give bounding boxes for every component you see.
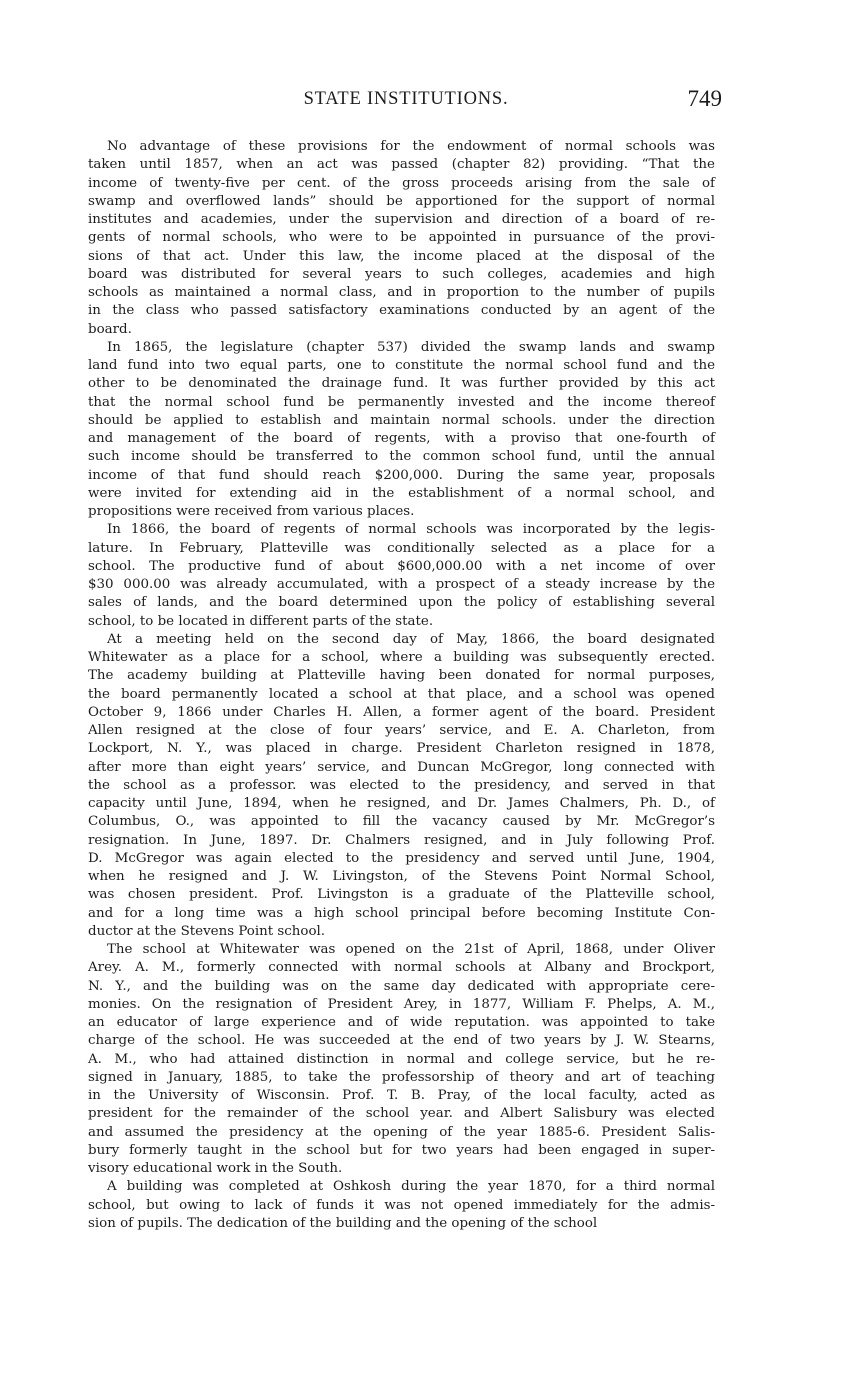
text-line: No advantage of these provisions for the endowment of normal schools was (107, 139, 715, 154)
text-line: The academy building at Platteville having been donated for normal purposes, (88, 668, 715, 684)
paragraph (88, 339, 715, 522)
text-line: N. Y., and the building was on the same day dedicated with appropriate cere- (88, 978, 715, 994)
text-line: taken until 1857, when an act was passed (chapter 82) providing. “That the (88, 157, 715, 173)
text-line: monies. On the resignation of President Arey, in 1877, William F. Phelps, A. M., (88, 996, 715, 1012)
text-line: resignation. In June, 1897. Dr. Chalmers resigned, and in July following Prof. (88, 832, 715, 848)
text-line: board. (88, 321, 132, 337)
text-line: In 1865, the legislature (chapter 537) divided the swamp lands and swamp (107, 339, 715, 355)
text-line: Columbus, O., was appointed to fill the vacancy caused by Mr. McGregor’s (88, 814, 715, 830)
paragraph (88, 941, 715, 1178)
page-number: 749 (687, 86, 722, 111)
text-line: in the University of Wisconsin. Prof. T. B. Pray, of the local faculty, acted as (88, 1088, 715, 1103)
text-line: and assumed the presidency at the opening of the year 1885-6. President Salis- (88, 1124, 715, 1140)
text-line: The school at Whitewater was opened on the 21st of April, 1868, under Oliver (107, 942, 715, 957)
text-line: propositions were received from various places. (88, 504, 415, 519)
text-line: D. McGregor was again elected to the presidency and served until June, 1904, (88, 850, 715, 866)
text-line: should be applied to establish and maintain normal schools. under the direction (88, 412, 715, 428)
text-line: after more than eight years’ service, and Duncan McGregor, long connected with (88, 759, 715, 775)
text-line: swamp and overflowed lands” should be apportioned for the support of normal (88, 193, 715, 209)
page-header (88, 86, 724, 116)
text-line: board was distributed for several years to such colleges, academies and high (88, 266, 715, 282)
running-head: STATE INSTITUTIONS. (303, 89, 509, 109)
text-line: signed in January, 1885, to take the professorship of theory and art of teaching (88, 1069, 715, 1085)
text-line: $30 000.00 was already accumulated, with a prospect of a steady increase by the (88, 577, 715, 592)
text-line: the school as a professor. was elected to the presidency, and served in that (88, 777, 715, 793)
text-line: A. M., who had attained distinction in normal and college service, but he re- (88, 1051, 715, 1067)
text-line: At a meeting held on the second day of May, 1866, the board designated (107, 631, 715, 647)
text-line: president for the remainder of the school year. and Albert Salisbury was elected (88, 1106, 715, 1122)
text-line: A building was completed at Oshkosh during the year 1870, for a third normal (107, 1179, 715, 1195)
text-line: other to be denominated the drainage fund. It was further provided by this act (88, 376, 715, 392)
text-line: gents of normal schools, who were to be appointed in pursuance of the provi- (88, 230, 715, 246)
text-line: the board permanently located a school at that place, and a school was opened (88, 686, 715, 702)
text-line: and for a long time was a high school principal before becoming Institute Con- (88, 905, 715, 921)
text-line: Lockport, N. Y., was placed in charge. President Charleton resigned in 1878, (88, 741, 715, 757)
text-line: Whitewater as a place for a school, where a building was subsequently erected. (88, 650, 715, 665)
text-line: ductor at the Stevens Point school. (88, 923, 326, 939)
text-line: income of that fund should reach $200,000. During the same year, proposals (88, 467, 715, 483)
text-line: an educator of large experience and of wide reputation. was appointed to take (88, 1015, 715, 1030)
text-line: school, but owing to lack of funds it was not opened immediately for the admis- (88, 1197, 715, 1213)
text-line: bury formerly taught in the school but for two years had been engaged in super- (88, 1142, 715, 1158)
body-text (88, 138, 715, 1233)
text-line: lature. In February, Platteville was conditionally selected as a place for a (88, 540, 715, 556)
text-line: in the class who passed satisfactory examinations conducted by an agent of the (88, 303, 715, 319)
text-line: school. The productive fund of about $600,000.00 with a net income of over (88, 558, 715, 574)
text-line: land fund into two equal parts, one to constitute the normal school fund and the (88, 358, 715, 373)
text-line: such income should be transferred to the common school fund, until the annual (88, 449, 715, 465)
text-line: capacity until June, 1894, when he resigned, and Dr. James Chalmers, Ph. D., of (88, 796, 715, 811)
text-line: In 1866, the board of regents of normal schools was incorporated by the legis- (107, 522, 715, 538)
text-line: that the normal school fund be permanently invested and the income thereof (88, 394, 715, 410)
text-line: school, to be located in different parts of the state. (88, 613, 434, 629)
text-line: schools as maintained a normal class, and in proportion to the number of pupils (88, 285, 715, 300)
text-line: sions of that act. Under this law, the income placed at the disposal of the (88, 248, 715, 264)
text-line: sales of lands, and the board determined upon the policy of establishing several (88, 595, 715, 611)
text-line: were invited for extending aid in the establishment of a normal school, and (88, 485, 715, 501)
text-line: Allen resigned at the close of four years’ service, and E. A. Charleton, from (88, 723, 715, 738)
text-line: charge of the school. He was succeeded at the end of two years by J. W. Stearns, (88, 1033, 715, 1049)
text-line: sion of pupils. The dedication of the building and the opening of the school (88, 1215, 598, 1231)
text-line: Arey. A. M., formerly connected with normal schools at Albany and Brockport, (88, 960, 715, 976)
paragraph (88, 1178, 715, 1233)
text-line: October 9, 1866 under Charles H. Allen, a former agent of the board. President (88, 704, 715, 720)
text-line: when he resigned and J. W. Livingston, of the Stevens Point Normal School, (88, 869, 715, 884)
text-line: institutes and academies, under the supervision and direction of a board of re- (88, 212, 715, 227)
text-line: was chosen president. Prof. Livingston is a graduate of the Platteville school, (88, 887, 715, 903)
text-line: income of twenty-five per cent. of the gross proceeds arising from the sale of (88, 175, 715, 191)
paragraph (88, 631, 715, 941)
paragraph (88, 138, 715, 339)
paragraph (88, 521, 715, 631)
text-line: and management of the board of regents, with a proviso that one-fourth of (88, 431, 715, 446)
text-line: visory educational work in the South. (88, 1161, 343, 1176)
